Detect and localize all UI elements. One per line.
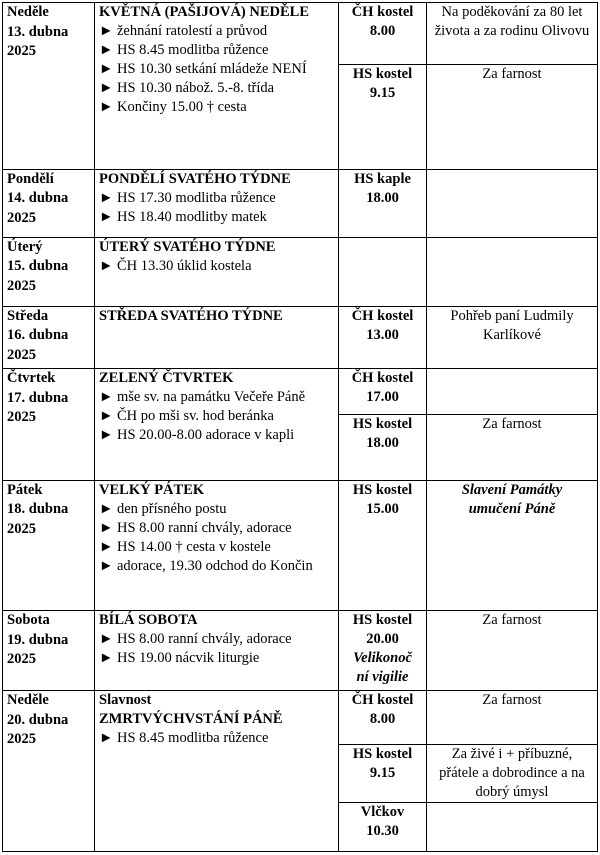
right-pointer-icon: ► <box>99 80 114 96</box>
program-title-prefix: Slavnost <box>99 692 152 709</box>
program-item <box>99 649 334 668</box>
day-date: 13. dubna <box>7 23 69 40</box>
program-cell <box>95 369 339 480</box>
mass-intention: Na poděkování za 80 let života a za rodinu Olivovu <box>434 4 590 39</box>
mass-intention: Pohřeb paní Ludmily Karlíkové <box>450 307 574 343</box>
program-item-text: mše sv. na památku Večeře Páně <box>117 389 306 406</box>
program-cell <box>95 3 339 170</box>
right-pointer-icon: ► <box>99 61 114 77</box>
program-item-text: žehnání ratolestí a průvod <box>117 23 268 39</box>
program-item <box>99 41 334 60</box>
program-cell <box>95 611 339 691</box>
day-date: 19. dubna <box>7 631 69 648</box>
program-item-text: Končiny 15.00 † cesta <box>117 99 247 115</box>
program-item-text: HS 8.45 modlitba růžence <box>117 730 269 747</box>
program-item-text: ČH 13.30 úklid kostela <box>117 257 252 274</box>
program-item-text: HS 19.00 nácvik liturgie <box>117 650 260 667</box>
mass-intention-cell <box>427 744 598 803</box>
day-year: 2025 <box>7 209 36 226</box>
day-year: 2025 <box>7 43 36 59</box>
day-cell <box>3 3 95 170</box>
day-name: Pondělí <box>7 170 54 187</box>
mass-place: ČH kostel <box>351 307 414 324</box>
day-cell <box>3 237 95 306</box>
right-pointer-icon: ► <box>99 519 114 536</box>
mass-location-cell <box>339 803 427 852</box>
schedule-row <box>3 3 598 65</box>
mass-place: HS kostel <box>352 65 413 82</box>
day-name: Pátek <box>7 481 43 498</box>
program-item-text: HS 10.30 setkání mládeže NENÍ <box>117 61 307 77</box>
program-item <box>99 519 334 538</box>
mass-time: 9.15 <box>369 84 396 101</box>
schedule-row <box>3 306 598 369</box>
program-item-text: HS 18.40 modlitby matek <box>117 208 267 225</box>
mass-intention-emphasis: Slavení Památky <box>461 481 563 498</box>
day-date: 17. dubna <box>7 389 69 406</box>
day-year: 2025 <box>7 346 36 363</box>
schedule-row <box>3 691 598 745</box>
program-item <box>99 500 334 519</box>
mass-time: 10.30 <box>366 823 399 840</box>
program-item-text: den přísného postu <box>117 500 227 517</box>
day-name: Středa <box>7 307 49 324</box>
day-date: 18. dubna <box>7 501 69 518</box>
day-name: Čtvrtek <box>7 370 56 387</box>
program-cell <box>95 237 339 306</box>
program-cell <box>95 691 339 852</box>
program-title: ZELENÝ ČTVRTEK <box>99 370 234 387</box>
mass-location-cell <box>339 64 427 169</box>
mass-time: 18.00 <box>366 189 399 206</box>
right-pointer-icon: ► <box>99 208 114 225</box>
mass-intention-cell <box>427 369 598 415</box>
mass-location-cell <box>339 169 427 237</box>
day-date: 15. dubna <box>7 258 69 275</box>
program-item-text: adorace, 19.30 odchod do Končin <box>117 557 313 574</box>
mass-place: ČH kostel <box>351 370 414 387</box>
program-title: PONDĚLÍ SVATÉHO TÝDNE <box>99 170 291 187</box>
right-pointer-icon: ► <box>99 538 114 555</box>
right-pointer-icon: ► <box>99 23 114 39</box>
mass-intention-cell <box>427 64 598 169</box>
mass-place: ČH kostel <box>351 4 414 20</box>
program-item <box>99 257 334 276</box>
program-item <box>99 388 334 407</box>
program-title: ZMRTVÝCHVSTÁNÍ PÁNĚ <box>99 711 283 728</box>
day-year: 2025 <box>7 277 36 294</box>
mass-intention-cell <box>427 414 598 480</box>
day-cell <box>3 691 95 852</box>
right-pointer-icon: ► <box>99 631 114 648</box>
program-item <box>99 407 334 426</box>
mass-location-cell <box>339 369 427 415</box>
mass-time: 20.00 <box>366 631 399 648</box>
right-pointer-icon: ► <box>99 730 114 747</box>
program-title: BÍLÁ SOBOTA <box>99 612 198 629</box>
mass-intention: Za farnost <box>482 612 542 629</box>
day-name: Sobota <box>7 612 50 629</box>
day-name: Neděle <box>7 4 49 20</box>
day-year: 2025 <box>7 651 36 668</box>
program-item-text: HS 10.30 nábož. 5.-8. třída <box>117 80 275 96</box>
mass-place: HS kaple <box>354 170 411 187</box>
day-cell <box>3 369 95 480</box>
day-name: Úterý <box>7 238 43 255</box>
mass-place: HS kostel <box>352 415 413 432</box>
program-item <box>99 60 334 79</box>
mass-note: Velikonoč <box>353 650 412 667</box>
day-cell <box>3 306 95 369</box>
right-pointer-icon: ► <box>99 500 114 517</box>
right-pointer-icon: ► <box>99 42 114 58</box>
mass-time: 18.00 <box>366 434 399 451</box>
program-title: KVĚTNÁ (PAŠIJOVÁ) NEDĚLE <box>99 4 310 20</box>
mass-location-cell <box>339 744 427 803</box>
day-date: 14. dubna <box>7 190 69 207</box>
mass-time: 8.00 <box>369 23 396 39</box>
program-title: VELKÝ PÁTEK <box>99 481 205 498</box>
mass-intention: Za farnost <box>482 415 542 432</box>
mass-location-cell <box>339 237 427 306</box>
day-name: Neděle <box>7 692 49 709</box>
mass-intention-cell <box>427 691 598 745</box>
day-year: 2025 <box>7 409 36 426</box>
schedule-row <box>3 169 598 237</box>
weekly-schedule-table <box>2 2 598 852</box>
day-cell <box>3 611 95 691</box>
mass-intention-cell <box>427 306 598 369</box>
program-item-text: HS 8.45 modlitba růžence <box>117 42 269 58</box>
right-pointer-icon: ► <box>99 189 114 206</box>
mass-location-cell <box>339 691 427 745</box>
day-cell <box>3 480 95 611</box>
program-item-text: ČH po mši sv. hod beránka <box>117 408 274 425</box>
program-item <box>99 729 334 748</box>
day-date: 20. dubna <box>7 711 69 728</box>
mass-intention-cell <box>427 611 598 691</box>
mass-place: HS kostel <box>352 745 413 762</box>
mass-intention: Za živé i + příbuzné, přátele a dobrodince a na dobrý úmysl <box>439 745 585 800</box>
mass-intention: Za farnost <box>482 692 542 709</box>
mass-time: 13.00 <box>366 326 399 343</box>
program-cell <box>95 480 339 611</box>
program-item-text: HS 8.00 ranní chvály, adorace <box>117 631 292 648</box>
program-cell <box>95 306 339 369</box>
day-year: 2025 <box>7 520 36 537</box>
mass-location-cell <box>339 3 427 65</box>
right-pointer-icon: ► <box>99 650 114 667</box>
mass-place: HS kostel <box>352 481 413 498</box>
mass-intention-cell <box>427 169 598 237</box>
schedule-row <box>3 611 598 691</box>
program-item <box>99 538 334 557</box>
right-pointer-icon: ► <box>99 389 114 406</box>
mass-time: 15.00 <box>366 500 399 517</box>
mass-intention-cell <box>427 3 598 65</box>
mass-intention: Za farnost <box>482 65 542 82</box>
program-item <box>99 79 334 98</box>
mass-location-cell <box>339 306 427 369</box>
mass-place: ČH kostel <box>351 692 414 709</box>
day-date: 16. dubna <box>7 327 69 344</box>
day-cell <box>3 169 95 237</box>
program-item <box>99 557 334 576</box>
program-item <box>99 208 334 227</box>
program-item <box>99 189 334 208</box>
mass-intention-cell <box>427 480 598 611</box>
day-year: 2025 <box>7 731 36 748</box>
program-title: STŘEDA SVATÉHO TÝDNE <box>99 307 283 324</box>
mass-intention-emphasis: umučení Páně <box>468 500 556 517</box>
mass-intention-cell <box>427 237 598 306</box>
program-item <box>99 630 334 649</box>
program-cell <box>95 169 339 237</box>
schedule-row <box>3 237 598 306</box>
schedule-row <box>3 480 598 611</box>
program-title: ÚTERÝ SVATÉHO TÝDNE <box>99 238 276 255</box>
program-item-text: HS 17.30 modlitba růžence <box>117 189 276 206</box>
program-item-text: HS 14.00 † cesta v kostele <box>117 538 271 555</box>
mass-place: Vlčkov <box>360 804 405 821</box>
right-pointer-icon: ► <box>99 427 114 444</box>
program-item <box>99 426 334 445</box>
mass-place: HS kostel <box>352 612 413 629</box>
right-pointer-icon: ► <box>99 99 114 115</box>
schedule-row <box>3 369 598 415</box>
mass-time: 8.00 <box>369 711 396 728</box>
mass-note: ní vigilie <box>356 669 409 686</box>
mass-location-cell <box>339 414 427 480</box>
mass-intention-cell <box>427 803 598 852</box>
right-pointer-icon: ► <box>99 557 114 574</box>
right-pointer-icon: ► <box>99 408 114 425</box>
right-pointer-icon: ► <box>99 257 114 274</box>
program-item-text: HS 8.00 ranní chvály, adorace <box>117 519 292 536</box>
mass-location-cell <box>339 480 427 611</box>
mass-location-cell <box>339 611 427 691</box>
program-item-text: HS 20.00-8.00 adorace v kapli <box>117 427 295 444</box>
mass-time: 9.15 <box>369 764 396 781</box>
mass-time: 17.00 <box>366 389 399 406</box>
program-item <box>99 22 334 41</box>
program-item <box>99 98 334 117</box>
